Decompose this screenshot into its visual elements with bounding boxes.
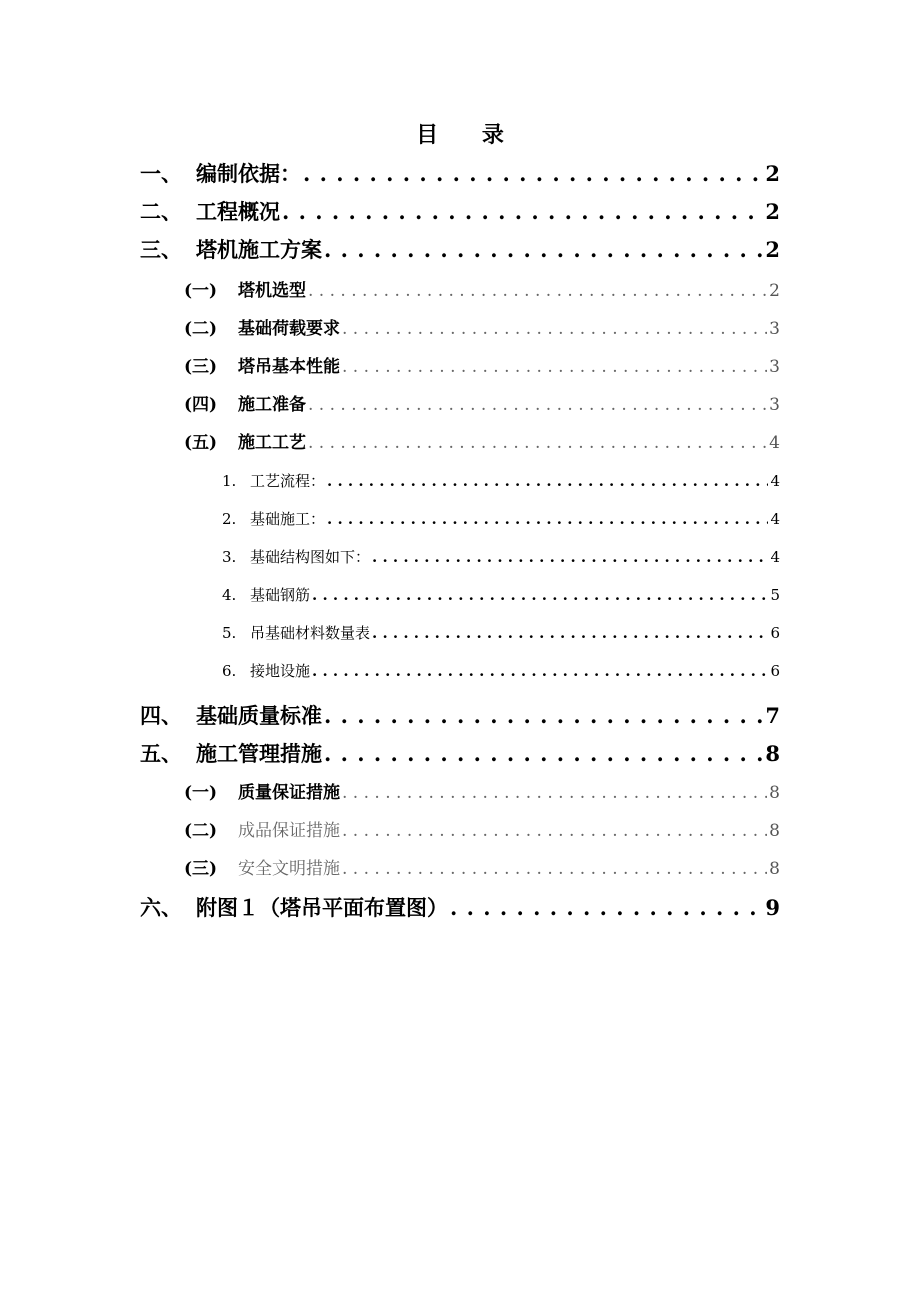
toc-entry-label — [140, 234, 322, 264]
toc-page-number: 3 — [769, 319, 780, 339]
toc-entry-text: 吊基础材料数量表 — [250, 624, 371, 642]
toc-entry[interactable] — [184, 390, 780, 420]
toc-entry-number: 2. — [222, 510, 237, 528]
toc-page-number: 8 — [765, 741, 780, 766]
toc-dot-leader — [282, 199, 763, 224]
toc-entry[interactable] — [184, 854, 780, 884]
toc-dot-leader — [372, 548, 768, 566]
toc-entry-number: (三) — [184, 859, 218, 879]
toc-entry-number: 六、 — [140, 895, 182, 920]
toc-dot-leader — [312, 586, 768, 604]
toc-entry-number: (一) — [184, 783, 218, 803]
toc-page-number: 8 — [769, 821, 780, 841]
toc-dot-leader — [324, 741, 763, 766]
toc-dot-leader — [342, 859, 767, 879]
toc-entry-text: 基础质量标准 — [196, 703, 322, 728]
toc-entry-text: 安全文明措施 — [238, 859, 340, 879]
toc-page-number: 4 — [770, 548, 780, 566]
toc-page-number: 2 — [765, 161, 780, 186]
toc-entry[interactable] — [140, 892, 780, 926]
toc-entry-text: 工艺流程： — [250, 472, 326, 490]
toc-entry-number: (三) — [184, 357, 218, 377]
toc-page-number: 5 — [770, 586, 780, 604]
toc-entry-number: (一) — [184, 281, 218, 301]
toc-entry-number: (二) — [184, 319, 218, 339]
toc-entry-number: 4. — [222, 586, 237, 604]
toc-entry-label — [222, 508, 325, 529]
toc-title: 目 录 — [416, 122, 522, 148]
toc-dot-leader — [303, 161, 763, 186]
toc-page-number: 3 — [769, 395, 780, 415]
toc-entry[interactable] — [222, 660, 780, 688]
toc-entry-label — [222, 622, 370, 643]
toc-entry[interactable] — [140, 158, 780, 192]
toc-dot-leader — [308, 281, 767, 301]
toc-entry-number: 5. — [222, 624, 237, 642]
toc-entry-text: 施工管理措施 — [196, 741, 322, 766]
toc-page-number: 9 — [765, 895, 780, 920]
toc-dot-leader — [342, 357, 767, 377]
toc-page-number: 2 — [769, 281, 780, 301]
toc-entry-label — [140, 196, 280, 226]
toc-dot-leader — [327, 510, 768, 528]
toc-entry[interactable] — [184, 352, 780, 382]
toc-entry-number: (五) — [184, 433, 218, 453]
toc-dot-leader — [342, 319, 767, 339]
toc-entry-label — [140, 738, 322, 768]
toc-entry-label — [222, 470, 325, 491]
toc-entry-label — [184, 390, 306, 415]
toc-entry-number: (二) — [184, 821, 218, 841]
toc-entry-text: 基础施工： — [250, 510, 326, 528]
toc-entry-text: 塔机选型 — [238, 281, 306, 301]
toc-dot-leader — [312, 662, 768, 680]
toc-entry-text: 施工准备 — [238, 395, 306, 415]
toc-entry[interactable] — [222, 584, 780, 612]
toc-entry-label — [140, 700, 322, 730]
toc-dot-leader — [324, 703, 763, 728]
toc-entry-text: 工程概况 — [196, 199, 280, 224]
toc-page-number: 6 — [770, 624, 780, 642]
toc-entry[interactable] — [140, 196, 780, 230]
toc-entry-text: 施工工艺 — [238, 433, 306, 453]
toc-entry-label — [184, 352, 340, 377]
toc-entry-text: 基础钢筋 — [250, 586, 311, 604]
toc-entry[interactable] — [140, 738, 780, 772]
toc-entry[interactable] — [184, 816, 780, 846]
toc-entry[interactable] — [184, 778, 780, 808]
toc-entry[interactable] — [222, 546, 780, 574]
toc-entry[interactable] — [140, 234, 780, 268]
toc-page-number: 2 — [765, 199, 780, 224]
toc-page-number: 8 — [769, 783, 780, 803]
toc-entry-label — [184, 314, 340, 339]
toc-dot-leader — [308, 433, 767, 453]
toc-entry-label — [140, 158, 301, 188]
toc-page-number: 2 — [765, 237, 780, 262]
toc-dot-leader — [342, 821, 767, 841]
toc-entry-label — [222, 584, 310, 605]
toc-entry-text: 质量保证措施 — [238, 783, 340, 803]
toc-entry-number: 五、 — [140, 741, 182, 766]
toc-entry-number: 三、 — [140, 237, 182, 262]
toc-entry[interactable] — [140, 700, 780, 734]
toc-entry-text: 基础荷载要求 — [238, 319, 340, 339]
toc-entry-number: 3. — [222, 548, 237, 566]
toc-page-number: 3 — [769, 357, 780, 377]
toc-dot-leader — [372, 624, 768, 642]
toc-page-number: 4 — [770, 510, 780, 528]
toc-entry-label — [222, 546, 370, 567]
toc-dot-leader — [308, 395, 767, 415]
toc-page-number: 7 — [765, 703, 780, 728]
toc-entry-number: (四) — [184, 395, 218, 415]
toc-entry-text: 接地设施 — [250, 662, 311, 680]
toc-entry-label — [140, 892, 448, 922]
toc-entry-text: 塔机施工方案 — [196, 237, 322, 262]
toc-entry[interactable] — [184, 428, 780, 458]
toc-entry-label — [184, 854, 340, 879]
toc-entry-number: 一、 — [140, 161, 182, 186]
toc-page-number: 4 — [769, 433, 780, 453]
toc-entry-label — [184, 276, 306, 301]
toc-dot-leader — [327, 472, 768, 490]
toc-entry[interactable] — [184, 314, 780, 344]
toc-entry-text: 塔吊基本性能 — [238, 357, 340, 377]
toc-entry-text: 附图１（塔吊平面布置图） — [196, 895, 448, 920]
toc-entry-label — [184, 428, 306, 453]
toc-entry[interactable] — [222, 508, 780, 536]
toc-entry-label — [184, 778, 340, 803]
toc-entry-number: 四、 — [140, 703, 182, 728]
toc-page-number: 8 — [769, 859, 780, 879]
toc-entry[interactable] — [222, 470, 780, 498]
toc-dot-leader — [324, 237, 763, 262]
toc-page-number: 6 — [770, 662, 780, 680]
toc-entry-label — [222, 660, 310, 681]
toc-entry-number: 6. — [222, 662, 237, 680]
toc-entry-number: 1. — [222, 472, 237, 490]
toc-entry-text: 成品保证措施 — [238, 821, 340, 841]
toc-entry[interactable] — [184, 276, 780, 306]
toc-dot-leader — [450, 895, 763, 920]
toc-entry-text: 基础结构图如下： — [250, 548, 371, 566]
toc-dot-leader — [342, 783, 767, 803]
toc-entry-text: 编制依据： — [196, 161, 301, 186]
toc-page-number: 4 — [770, 472, 780, 490]
toc-entry-label — [184, 816, 340, 841]
toc-entry-number: 二、 — [140, 199, 182, 224]
toc-entry[interactable] — [222, 622, 780, 650]
